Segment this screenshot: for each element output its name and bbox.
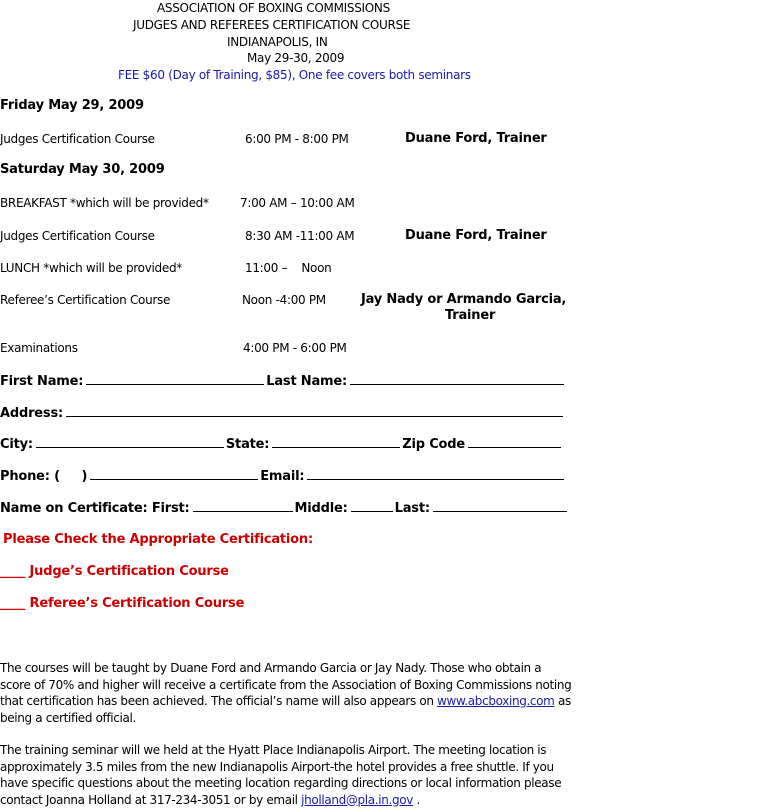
email-label: Email: <box>260 469 305 484</box>
event-time: 6:00 PM - 8:00 PM <box>245 132 349 146</box>
state-field[interactable] <box>272 435 400 448</box>
certificate-name-row <box>0 499 569 517</box>
cert-first-field[interactable] <box>193 499 293 512</box>
event-time: 8:30 AM -11:00 AM <box>245 229 355 243</box>
event-name: Judges Certification Course <box>0 132 155 146</box>
referee-check-label: Referee’s Certification Course <box>29 596 245 611</box>
judge-check-row[interactable] <box>0 564 229 580</box>
event-name: Judges Certification Course <box>0 229 155 243</box>
event-trainer: Duane Ford, Trainer <box>405 228 547 243</box>
abc-website-link[interactable]: www.abcboxing.com <box>437 694 555 708</box>
phone-label: Phone: ( ) <box>0 469 88 484</box>
phone-row <box>0 467 566 485</box>
last-name-label: Last Name: <box>266 374 347 389</box>
event-name: Examinations <box>0 341 78 355</box>
event-trainer: Duane Ford, Trainer <box>405 131 547 146</box>
course-info-paragraph <box>0 660 575 726</box>
venue-info-paragraph <box>0 742 575 808</box>
address-field[interactable] <box>66 404 563 417</box>
event-time: 11:00 – Noon <box>245 261 332 275</box>
referee-check-blank[interactable]: ____ <box>0 596 26 611</box>
cert-middle-label: Middle: <box>294 501 348 516</box>
cert-last-label: Last: <box>394 501 430 516</box>
day-saturday: Saturday May 30, 2009 <box>0 162 165 177</box>
course-info-text: The courses will be taught by Duane Ford and Armando Garcia or Jay Nady. Those who obtain a score of 70% and higher will receive a certificate from the Association of Boxing Commissions noting that certification has been achieved. The official’s name will also appears on <box>0 661 572 708</box>
event-name: Referee’s Certification Course <box>0 293 171 307</box>
event-name: BREAKFAST *which will be provided* <box>0 196 209 210</box>
header-location: INDIANAPOLIS, IN <box>227 35 328 49</box>
cert-last-field[interactable] <box>433 499 567 512</box>
city-label: City: <box>0 437 33 452</box>
event-time: 4:00 PM - 6:00 PM <box>243 341 347 355</box>
cert-middle-field[interactable] <box>351 499 393 512</box>
judge-check-blank[interactable]: ____ <box>0 564 26 579</box>
event-time: 7:00 AM – 10:00 AM <box>240 196 355 210</box>
zip-field[interactable] <box>468 435 561 448</box>
first-name-field[interactable] <box>86 372 264 385</box>
first-name-row <box>0 372 566 390</box>
header-dates: May 29-30, 2009 <box>247 51 345 65</box>
zip-label: Zip Code <box>402 437 465 452</box>
city-field[interactable] <box>36 435 224 448</box>
cert-first-label: Name on Certificate: First: <box>0 501 190 516</box>
contact-email-link[interactable]: jholland@pla.in.gov <box>301 792 413 807</box>
venue-info-tail: . <box>412 792 420 807</box>
first-name-label: First Name: <box>0 374 84 389</box>
event-time: Noon -4:00 PM <box>242 293 326 307</box>
address-row <box>0 404 565 422</box>
address-label: Address: <box>0 406 63 421</box>
city-row <box>0 435 563 453</box>
header-org: ASSOCIATION OF BOXING COMMISSIONS <box>157 1 390 15</box>
referee-check-row[interactable] <box>0 596 244 612</box>
event-trainer-title: Trainer <box>445 308 496 323</box>
phone-field[interactable] <box>90 467 258 480</box>
header-course: JUDGES AND REFEREES CERTIFICATION COURSE <box>133 18 411 32</box>
check-heading: Please Check the Appropriate Certification: <box>3 532 313 547</box>
event-trainer: Jay Nady or Armando Garcia, <box>361 292 567 307</box>
header-fee: FEE $60 (Day of Training, $85), One fee covers both seminars <box>118 68 471 82</box>
course-info-tail: as being a certified official. <box>0 694 571 725</box>
judge-check-label: Judge’s Certification Course <box>29 564 229 579</box>
last-name-field[interactable] <box>350 372 564 385</box>
email-field[interactable] <box>307 467 564 480</box>
day-friday: Friday May 29, 2009 <box>0 98 144 113</box>
state-label: State: <box>225 437 270 452</box>
event-name: LUNCH *which will be provided* <box>0 261 182 275</box>
venue-info-text: The training seminar will we held at the Hyatt Place Indianapolis Airport. The meeting location is approximately 3.5 miles from the new Indianapolis Airport-the hotel provides a free shuttle. If you have specific questions about the meeting location regarding directions or local information please contact Joanna Holland at 317-234-3051 or by email <box>0 743 562 807</box>
